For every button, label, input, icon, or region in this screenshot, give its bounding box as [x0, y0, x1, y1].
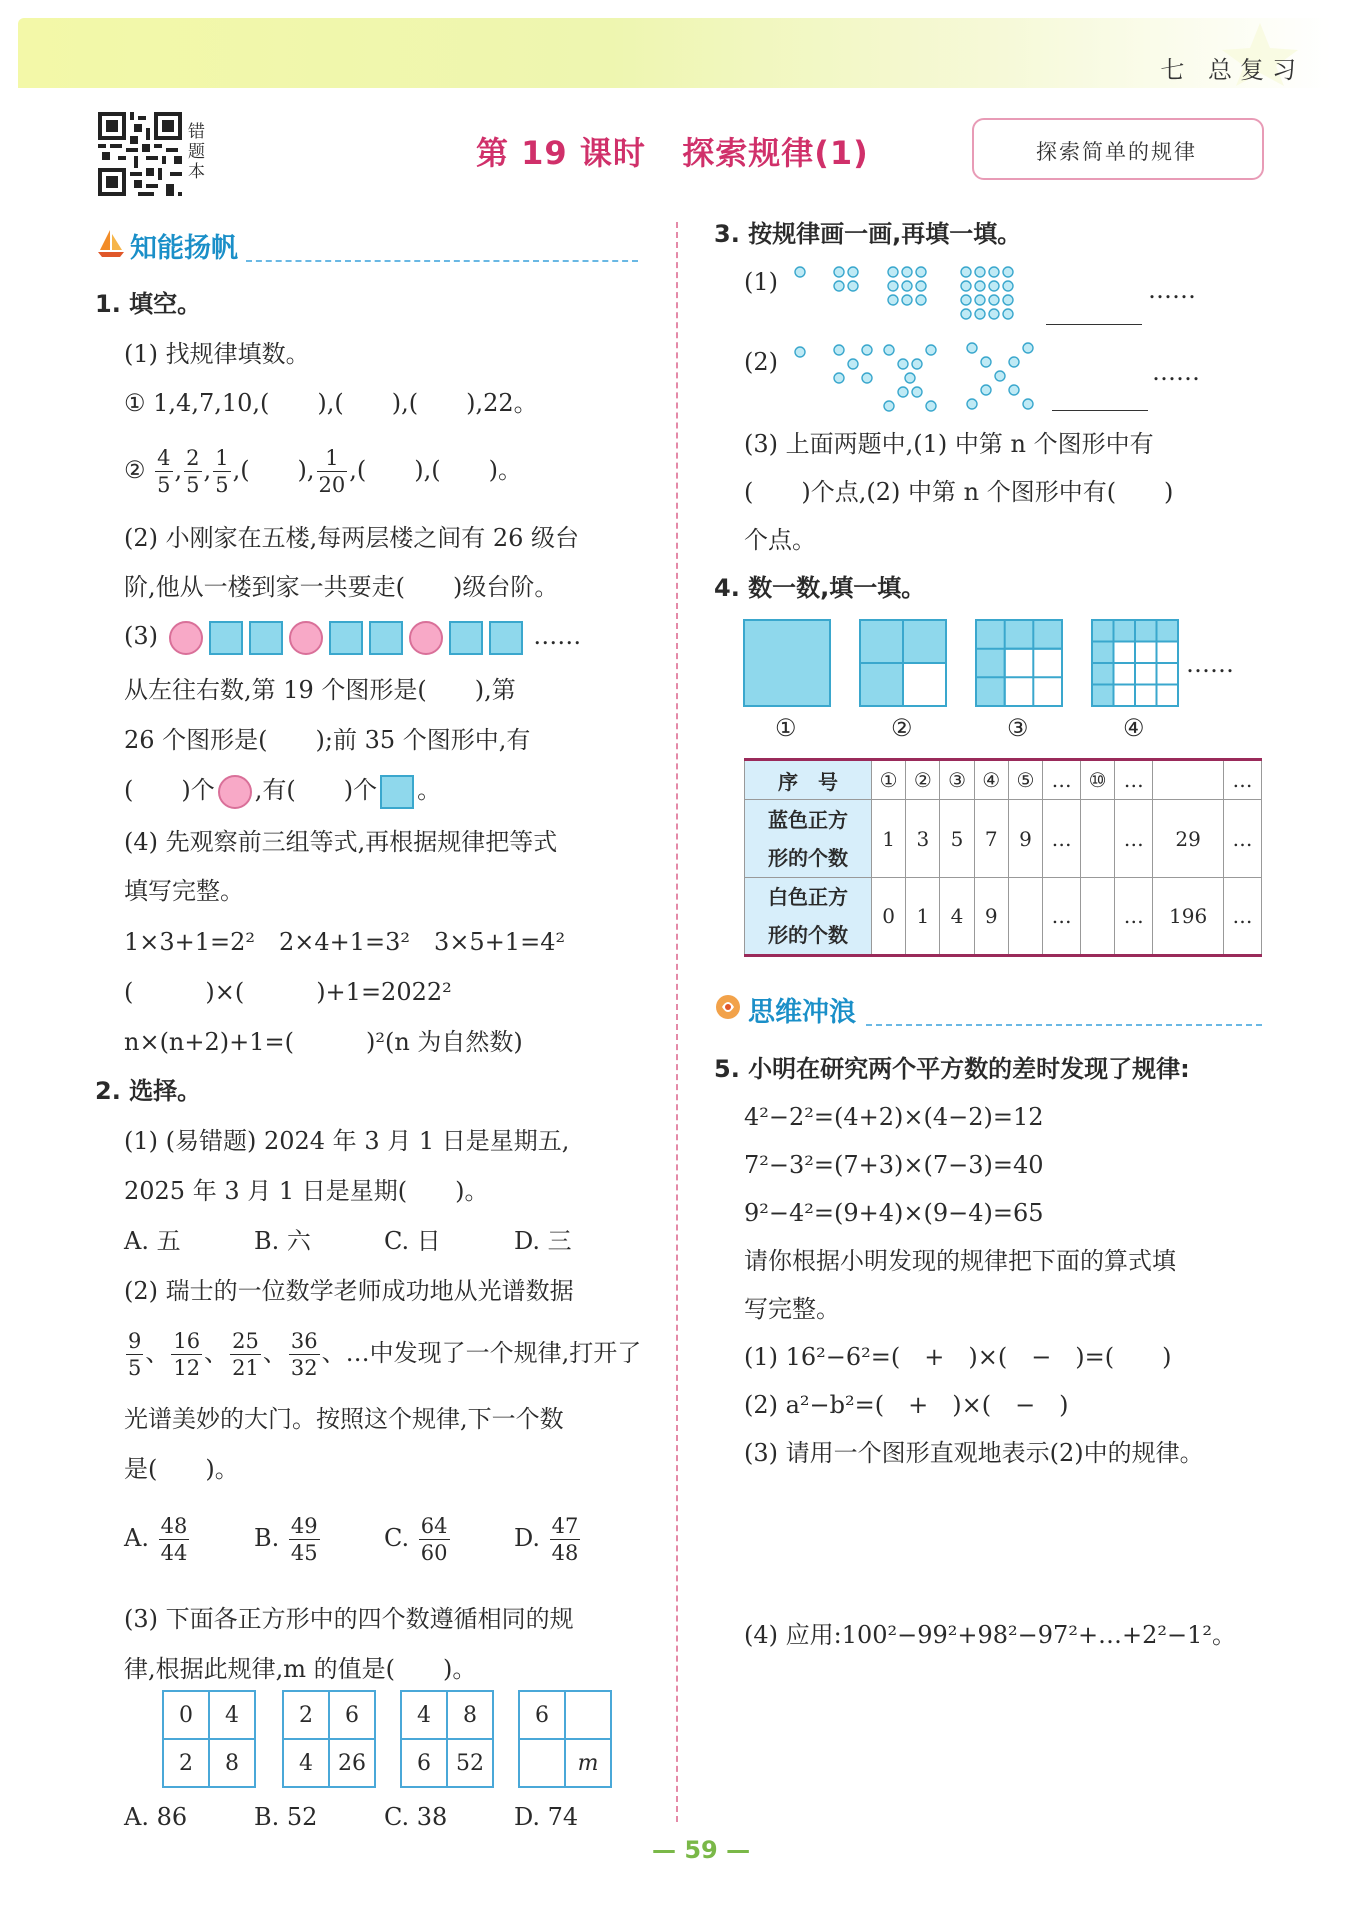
fraction: $\frac{25}{21}$ — [232, 1329, 259, 1380]
option: D. 74 — [514, 1803, 579, 1831]
q1-title: 1. 填空。 — [95, 290, 202, 318]
number-square-4: 6 m — [518, 1690, 612, 1788]
q3-row1-label: (1) — [744, 268, 778, 296]
q1-part1-b: ② $\frac{4}{5}$ , $\frac{2}{5}$ , $\frac{1}{5}$ ,( ), $\frac{1}{20}$ ,( ),( )。 — [124, 446, 522, 497]
q5-s3: (3) 请用一个图形直观地表示(2)中的规律。 — [744, 1439, 1204, 1467]
q1-part4-fill2: n×(n+2)+1=( )²(n 为自然数) — [124, 1028, 523, 1056]
q2-s2-line3: 光谱美妙的大门。按照这个规律,下一个数 — [124, 1405, 564, 1433]
q2-s1-line2: 2025 年 3 月 1 日是星期( )。 — [124, 1177, 489, 1205]
q5-eq3: 9²−4²=(9+4)×(9−4)=65 — [744, 1199, 1044, 1227]
q2-s2-line1: (2) 瑞士的一位数学老师成功地从光谱数据 — [124, 1277, 574, 1305]
fig-label-4: ④ — [1123, 714, 1145, 742]
fraction: $\frac{9}{5}$ — [128, 1329, 142, 1380]
q3-row2-dots: …… — [1152, 358, 1200, 386]
fraction: $\frac{16}{12}$ — [173, 1329, 201, 1380]
q1-part4-fill1: ( )×( )+1=2022² — [124, 978, 452, 1006]
q1-part3-line2: 26 个图形是( );前 35 个图形中,有 — [124, 726, 531, 754]
option: C. 38 — [384, 1803, 448, 1831]
page-number: — 59 — — [652, 1836, 751, 1864]
option: C. $\frac{64}{60}$ — [384, 1514, 448, 1565]
q5-eq1: 4²−2²=(4+2)×(4−2)=12 — [744, 1103, 1044, 1131]
option: B. 52 — [254, 1803, 318, 1831]
pink-circle-icon — [289, 621, 323, 655]
q3-line2: ( )个点,(2) 中第 n 个图形中有( ) — [744, 478, 1174, 506]
blue-square-icon — [380, 775, 414, 809]
pink-circle-icon — [169, 621, 203, 655]
option: A. 86 — [124, 1803, 188, 1831]
q4-table — [744, 758, 1262, 957]
q3-line3: 个点。 — [744, 526, 816, 554]
fraction: $\frac{2}{5}$ — [186, 446, 200, 497]
section-underline — [246, 260, 638, 262]
fig-label-1: ① — [775, 714, 797, 742]
table-row: 序 号 ① ② ③ ④ ⑤ … ⑩ … … — [745, 760, 1262, 800]
option: C. 日 — [384, 1227, 441, 1255]
q1-part4-eqs: 1×3+1=2² 2×4+1=3² 3×5+1=4² — [124, 928, 566, 956]
fraction: $\frac{1}{20}$ — [318, 446, 346, 497]
blue-square-icon — [249, 621, 283, 655]
q2-s3-line1: (3) 下面各正方形中的四个数遵循相同的规 — [124, 1605, 574, 1633]
q5-line2: 写完整。 — [744, 1295, 840, 1323]
answer-blank-1[interactable] — [1046, 324, 1142, 325]
pink-circle-icon — [409, 621, 443, 655]
q2-s2-line4: 是( )。 — [124, 1455, 239, 1483]
q2-title: 2. 选择。 — [95, 1077, 202, 1105]
fig-label-3: ③ — [1007, 714, 1029, 742]
q3-title: 3. 按规律画一画,再填一填。 — [714, 220, 1022, 248]
q1-part4-line2: 填写完整。 — [124, 877, 244, 905]
option: D. $\frac{47}{48}$ — [514, 1514, 579, 1565]
option: A. 五 — [124, 1227, 181, 1255]
q2-s3-options — [124, 1793, 578, 1841]
q5-eq2: 7²−3²=(7+3)×(7−3)=40 — [744, 1151, 1044, 1179]
pink-circle-icon — [218, 775, 252, 809]
q4-square-figures — [742, 618, 1182, 710]
fig-label-2: ② — [891, 714, 913, 742]
fraction: $\frac{1}{5}$ — [215, 446, 229, 497]
option: B. 六 — [254, 1227, 311, 1255]
fraction: $\frac{4}{5}$ — [157, 446, 171, 497]
blue-square-icon — [369, 621, 403, 655]
q5-s2: (2) a²−b²=( + )×( − ) — [744, 1391, 1069, 1419]
blue-square-icon — [209, 621, 243, 655]
sailboat-icon — [96, 228, 126, 258]
option: A. $\frac{48}{44}$ — [124, 1514, 188, 1565]
q1-part2-line1: (2) 小刚家在五楼,每两层楼之间有 26 级台 — [124, 524, 580, 552]
chapter-title: 七 总复习 — [1160, 56, 1304, 84]
q3-row2-label: (2) — [744, 348, 778, 376]
option: B. $\frac{49}{45}$ — [254, 1514, 318, 1565]
section-siwei: 思维冲浪 — [748, 997, 856, 1028]
number-square-3: 4 8 6 52 — [400, 1690, 494, 1788]
q5-title: 5. 小明在研究两个平方数的差时发现了规律: — [714, 1055, 1190, 1083]
table-row: 白色正方 形的个数 0 1 4 9 … … 196 … — [745, 878, 1262, 956]
blue-square-icon — [489, 621, 523, 655]
q1-part3-line3: ( )个 ,有( )个 。 — [124, 766, 441, 814]
option: D. 三 — [514, 1227, 572, 1255]
number-square-2: 2 6 4 26 — [282, 1690, 376, 1788]
q3-line1: (3) 上面两题中,(1) 中第 n 个图形中有 — [744, 430, 1154, 458]
q1-part3-shapes: (3) …… — [124, 612, 581, 660]
topic-text: 探索简单的规律 — [1036, 140, 1197, 164]
number-square-1: 0 4 2 8 — [162, 1690, 256, 1788]
q1-part2-line2: 阶,他从一楼到家一共要走( )级台阶。 — [124, 573, 559, 601]
q2-s1-options — [124, 1217, 572, 1265]
blue-square-icon — [329, 621, 363, 655]
qr-code-icon — [98, 112, 182, 196]
section-underline — [866, 1024, 1262, 1026]
q1-part3-line1: 从左往右数,第 19 个图形是( ),第 — [124, 676, 516, 704]
q4-title: 4. 数一数,填一填。 — [714, 574, 926, 602]
column-divider — [676, 222, 678, 1822]
q1-part1: (1) 找规律填数。 — [124, 340, 310, 368]
q3-row1-dot-figures — [792, 262, 1052, 330]
q1-part1-a: ① 1,4,7,10,( ),( ),( ),22。 — [124, 389, 538, 417]
q3-row1-dots: …… — [1148, 276, 1196, 304]
lesson-title: 第 19 课时 探索规律(1) — [476, 134, 869, 172]
blue-square-icon — [449, 621, 483, 655]
q2-s2-options — [124, 1506, 582, 1570]
brain-wave-icon — [714, 992, 742, 1022]
header-band — [18, 18, 1332, 88]
q4-figures-dots: …… — [1186, 650, 1234, 678]
answer-blank-2[interactable] — [1052, 410, 1148, 411]
table-row: 蓝色正方 形的个数 1 3 5 7 9 … … 29 … — [745, 800, 1262, 878]
section-zhineng: 知能扬帆 — [130, 233, 238, 264]
q2-s2-line2: $\frac{9}{5}$ 、 $\frac{16}{12}$ 、 $\frac{25}{21}$ 、 $\frac{36}{32}$ 、…中发现了一个规律,打开了 — [128, 1329, 642, 1380]
q1-part4-line1: (4) 先观察前三组等式,再根据规律把等式 — [124, 828, 558, 856]
fraction: $\frac{36}{32}$ — [290, 1329, 318, 1380]
q5-line1: 请你根据小明发现的规律把下面的算式填 — [744, 1247, 1176, 1275]
q2-s3-line2: 律,根据此规律,m 的值是( )。 — [124, 1655, 477, 1683]
q5-s1: (1) 16²−6²=( + )×( − )=( ) — [744, 1343, 1172, 1371]
q3-row2-dot-figures — [792, 340, 1052, 412]
q2-s1-line1: (1) (易错题) 2024 年 3 月 1 日是星期五, — [124, 1127, 570, 1155]
qr-label: 错题本 — [188, 122, 205, 182]
q5-s4: (4) 应用:100²−99²+98²−97²+…+2²−1²。 — [744, 1621, 1237, 1649]
